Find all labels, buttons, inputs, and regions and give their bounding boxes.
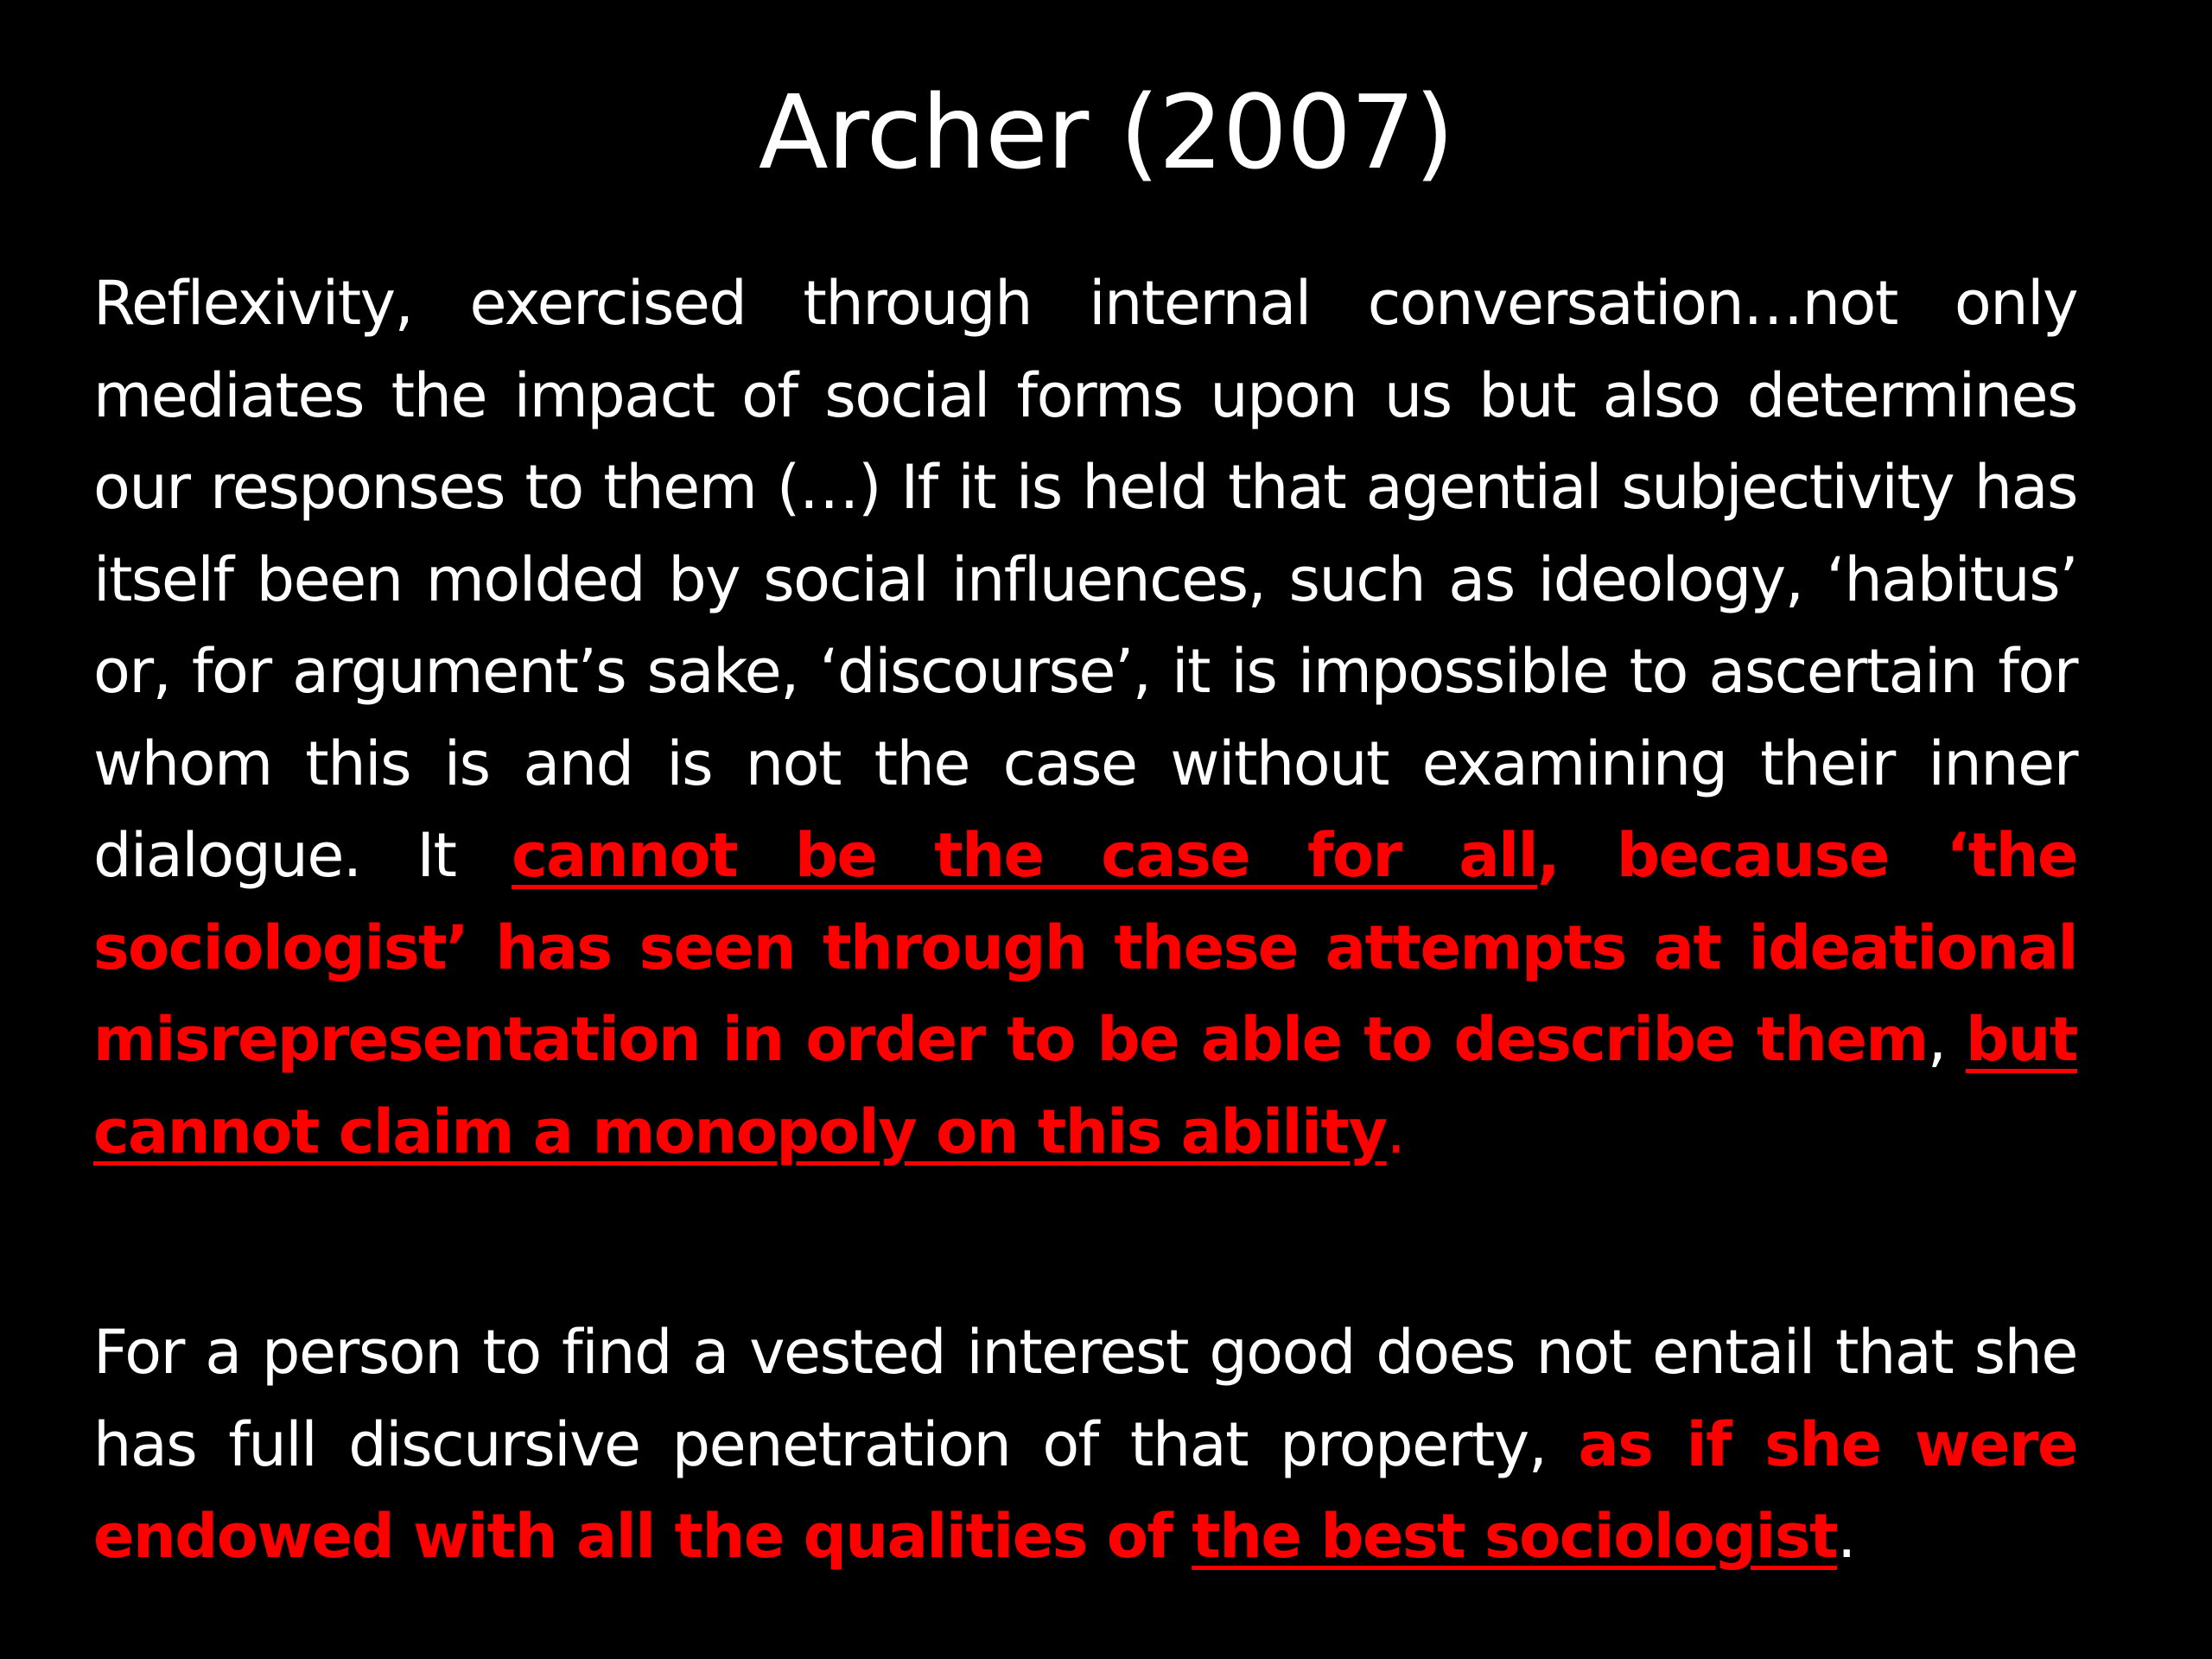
emphasis-cannot-be-the-case: cannot be the case for all [512, 820, 1538, 891]
emphasis-monopoly-clause: but cannot claim a monopoly on this ability [93, 1004, 2077, 1167]
emphasis-sociologist-clause: , because ‘the sociologist’ has seen through these attempts at ideational misrepresentation in order to be able to describe them [93, 820, 2077, 1075]
period-red: . [1386, 1096, 1405, 1167]
emphasis-best-sociologist: the best sociologist [1192, 1501, 1838, 1572]
slide-title: Archer (2007) [758, 73, 1454, 192]
emphasis-as-if-she: as if she were endowed with all the qualities of [93, 1408, 2077, 1572]
quote-paragraph-2 [93, 1306, 2077, 1583]
period-white: . [1837, 1501, 1855, 1572]
quote-paragraph-1 [93, 257, 2077, 1178]
paragraph-2-text: For a person to find a vested interest good does not entail that she has full discursive penetration of that property, [93, 1317, 2077, 1480]
comma-separator: , [1927, 1004, 1967, 1075]
paragraph-1-text: Reflexivity, exercised through internal conversation…not only mediates the impact of social forms upon us but also determines our responses to them (…) If it is held that agential subjectivity has itself been molded by social influences, such as ideology, ‘habitus’ or, for argument’s sake, ‘discourse’, it is impossible to ascertain for whom this is and is not the case without examining their inner dialogue. It [93, 268, 2077, 891]
